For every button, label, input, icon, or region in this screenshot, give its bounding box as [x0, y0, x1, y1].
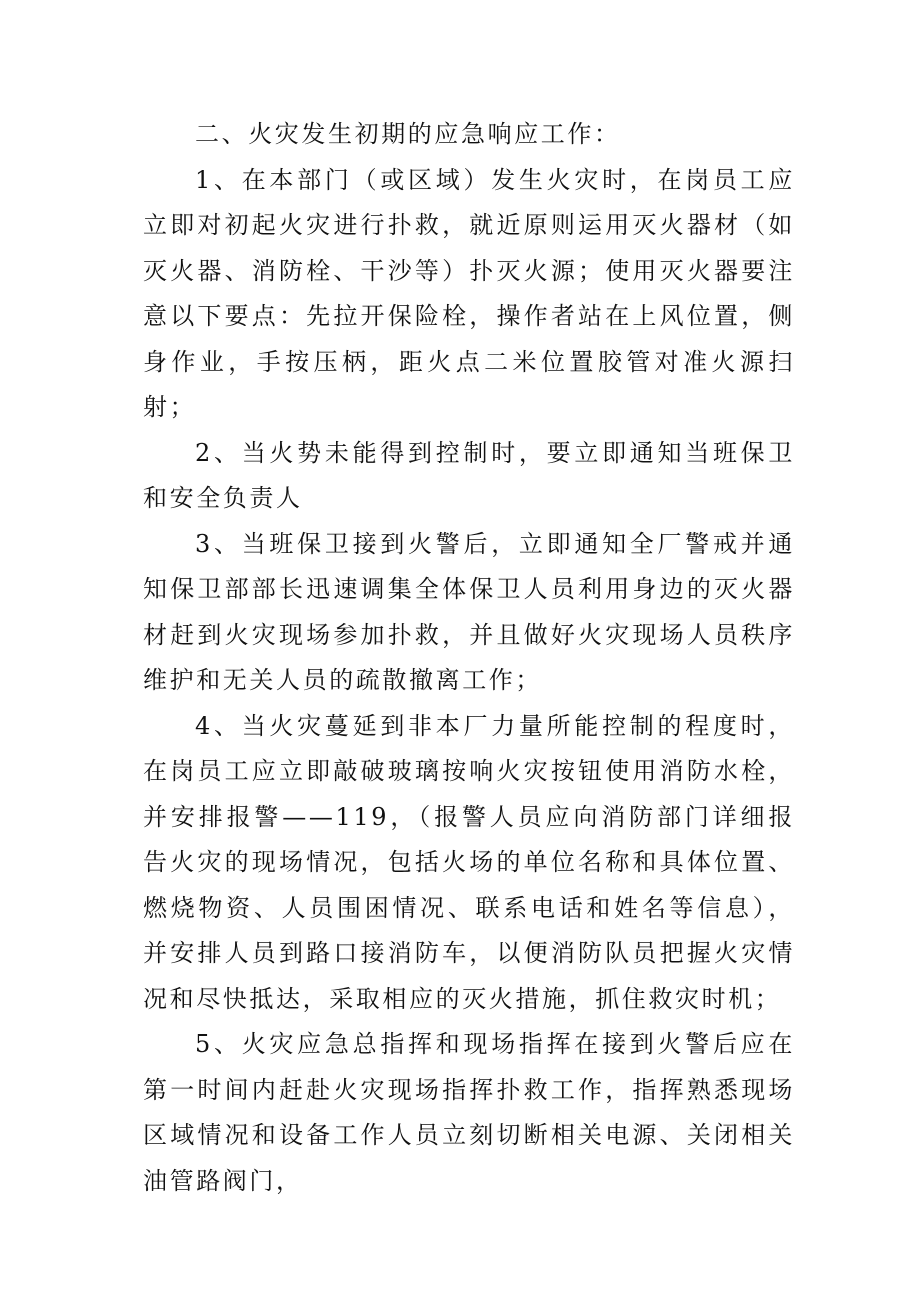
paragraph-4: 4、当火灾蔓延到非本厂力量所能控制的程度时，在岗员工应立即敲破玻璃按响火灾按钮使用消防水栓，并安排报警——119，（报警人员应向消防部门详细报告火灾的现场情况，包括火场的单位名称和具体位置、燃烧物资、人员围困情况、联系电话和姓名等信息），并安排人员到路口接消防车，以便消防队员把握火灾情况和尽快抵达，采取相应的灭火措施，抓住救灾时机； — [143, 711, 795, 1013]
paragraph-2: 2、当火势未能得到控制时，要立即通知当班保卫和安全负责人 — [143, 438, 795, 512]
document-page — [143, 112, 795, 1204]
paragraph-5: 5、火灾应急总指挥和现场指挥在接到火警后应在第一时间内赶赴火灾现场指挥扑救工作，指挥熟悉现场区域情况和设备工作人员立刻切断相关电源、关闭相关油管路阀门， — [143, 1030, 795, 1195]
section-heading: 二、火灾发生初期的应急响应工作： — [195, 120, 621, 148]
paragraph-3: 3、当班保卫接到火警后，立即通知全厂警戒并通知保卫部部长迅速调集全体保卫人员利用身边的灭火器材赶到火灾现场参加扑救，并且做好火灾现场人员秩序维护和无关人员的疏散撤离工作； — [143, 529, 795, 694]
paragraph-1: 1、在本部门（或区域）发生火灾时，在岗员工应立即对初起火灾进行扑救，就近原则运用灭火器材（如灭火器、消防栓、干沙等）扑灭火源；使用灭火器要注意以下要点：先拉开保险栓，操作者站在上风位置，侧身作业，手按压柄，距火点二米位置胶管对准火源扫射； — [143, 165, 795, 421]
